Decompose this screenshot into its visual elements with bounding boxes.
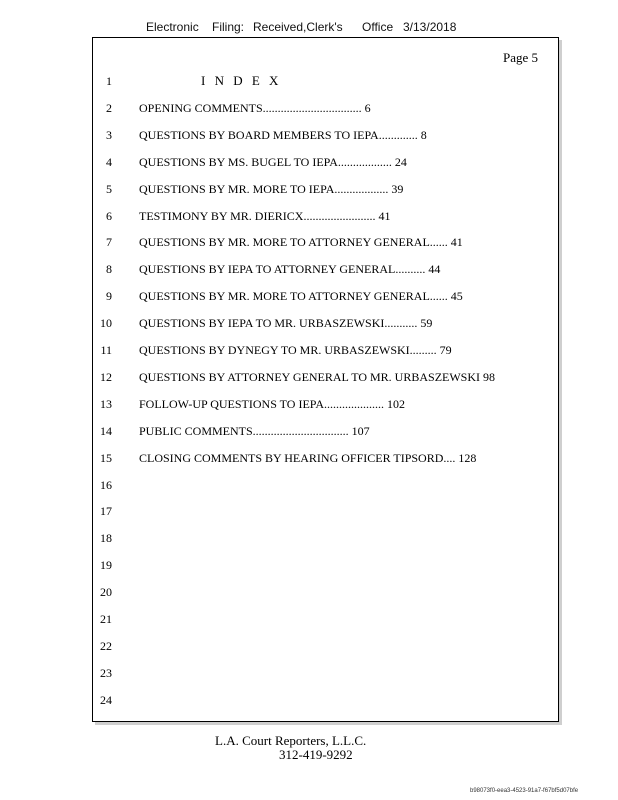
footer-phone: 312-419-9292 bbox=[279, 747, 353, 762]
index-entry: QUESTIONS BY ATTORNEY GENERAL TO MR. URBASZEWSKI 98 bbox=[139, 369, 496, 384]
index-entry: TESTIMONY BY MR. DIERICX........................ 41 bbox=[139, 208, 391, 223]
index-entry: QUESTIONS BY MR. MORE TO ATTORNEY GENERAL...... 45 bbox=[139, 289, 463, 304]
index-entry: QUESTIONS BY MR. MORE TO ATTORNEY GENERAL...... 41 bbox=[139, 235, 463, 250]
index-entry: QUESTIONS BY MS. BUGEL TO IEPA.................. 24 bbox=[139, 154, 407, 169]
line-number: 17 bbox=[100, 504, 112, 519]
line-number: 24 bbox=[100, 692, 112, 707]
line-number: 16 bbox=[100, 477, 112, 492]
line-number: 14 bbox=[100, 423, 112, 438]
index-entry: FOLLOW-UP QUESTIONS TO IEPA.................... 102 bbox=[139, 396, 406, 411]
footer-firm-name: L.A. Court Reporters, L.L.C. bbox=[215, 733, 367, 748]
index-entry: CLOSING COMMENTS BY HEARING OFFICER TIPSORD.... 128 bbox=[139, 450, 477, 465]
line-number: 18 bbox=[100, 531, 112, 546]
line-number: 8 bbox=[106, 262, 112, 277]
index-entry: QUESTIONS BY IEPA TO MR. URBASZEWSKI........... 59 bbox=[139, 316, 433, 331]
line-number: 23 bbox=[100, 665, 112, 680]
filing-stamp bbox=[0, 20, 618, 36]
line-number: 1 bbox=[106, 74, 112, 88]
stamp-word-received: Received,Clerk's bbox=[253, 20, 343, 34]
index-entry: QUESTIONS BY MR. MORE TO IEPA.................. 39 bbox=[139, 181, 404, 196]
line-number: 9 bbox=[106, 289, 112, 304]
index-entry: QUESTIONS BY BOARD MEMBERS TO IEPA............. 8 bbox=[139, 127, 427, 142]
line-number: 20 bbox=[100, 585, 112, 600]
page-number: Page 5 bbox=[502, 50, 538, 65]
line-number: 11 bbox=[100, 343, 112, 357]
line-number: 19 bbox=[100, 558, 112, 573]
line-number: 5 bbox=[106, 181, 112, 196]
index-entry: QUESTIONS BY DYNEGY TO MR. URBASZEWSKI......... 79 bbox=[139, 343, 452, 357]
index-entry: OPENING COMMENTS................................. 6 bbox=[139, 100, 371, 115]
line-number: 21 bbox=[100, 612, 112, 626]
stamp-date: 3/13/2018 bbox=[403, 20, 457, 34]
line-number: 13 bbox=[100, 396, 112, 411]
line-number: 6 bbox=[106, 208, 112, 223]
line-number: 15 bbox=[100, 450, 112, 465]
line-number: 12 bbox=[100, 369, 112, 384]
index-entry: QUESTIONS BY IEPA TO ATTORNEY GENERAL.......... 44 bbox=[139, 262, 441, 277]
line-number: 10 bbox=[100, 316, 112, 331]
line-number: 22 bbox=[100, 638, 112, 653]
index-title: I N D E X bbox=[201, 73, 282, 88]
line-number: 4 bbox=[106, 154, 112, 169]
line-number: 3 bbox=[106, 127, 112, 142]
stamp-word-office: Office bbox=[362, 20, 394, 34]
line-number: 7 bbox=[106, 235, 112, 250]
document-id: b98073f0-eea3-4523-91a7-f67bf5d07bfe bbox=[470, 788, 579, 794]
line-number: 2 bbox=[106, 100, 112, 115]
stamp-word-electronic: Electronic bbox=[146, 20, 199, 34]
stamp-word-filing: Filing: bbox=[212, 20, 245, 34]
index-entry: PUBLIC COMMENTS................................ 107 bbox=[139, 423, 370, 438]
